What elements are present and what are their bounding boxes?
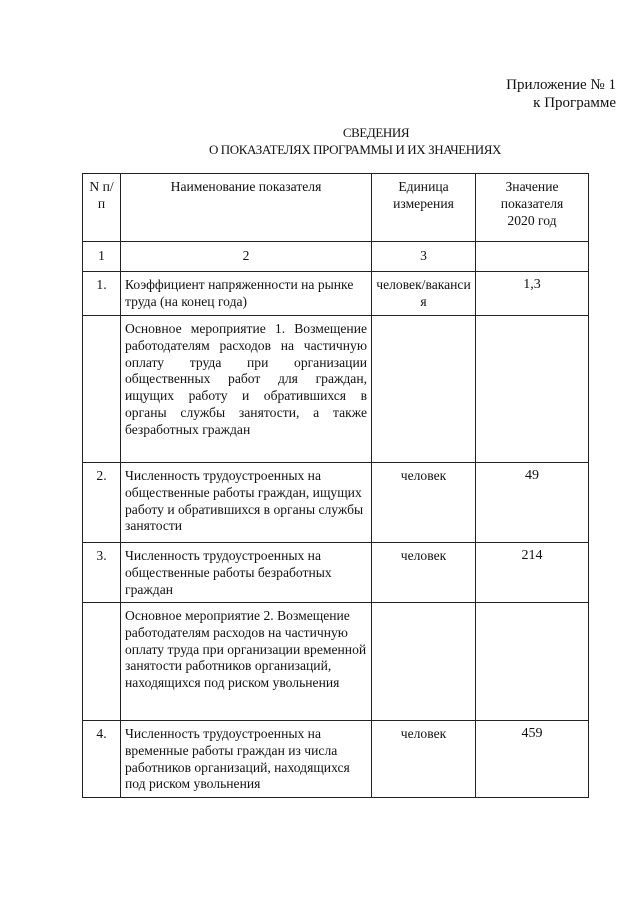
appendix-program: к Программе [533, 95, 616, 111]
table-row [83, 721, 589, 798]
table-row [83, 543, 589, 603]
row-unit: человек [372, 543, 476, 603]
row-number: 1. [83, 272, 121, 316]
row-number [83, 316, 121, 463]
table-row [83, 272, 589, 316]
table-row [83, 316, 589, 463]
title-line-2: О ПОКАЗАТЕЛЯХ ПРОГРАММЫ И ИХ ЗНАЧЕНИЯХ [208, 142, 502, 157]
header-num: N п/п [83, 174, 121, 242]
row-name: Численность трудоустроенных на общественные работы безработных граждан [121, 543, 372, 603]
table-row [83, 463, 589, 543]
header-unit: Единица измерения [372, 174, 476, 242]
header-value: Значение показателя 2020 год [476, 174, 589, 242]
row-unit: человек [372, 463, 476, 543]
row-unit [372, 603, 476, 721]
header-name: Наименование показателя [121, 174, 372, 242]
index-cell: 3 [372, 242, 476, 272]
row-name: Коэффициент напряженности на рынке труда (на конец года) [121, 272, 372, 316]
index-cell: 2 [121, 242, 372, 272]
row-unit: человек [372, 721, 476, 798]
row-value [476, 316, 589, 463]
row-name: Численность трудоустроенных на общественные работы граждан, ищущих работу и обратившихся в органы службы занятости [121, 463, 372, 543]
row-name: Основное мероприятие 2. Возмещение работодателям расходов на частичную оплату труда при организации временной занятости работников организаций, находящихся под риском увольнения [121, 603, 372, 721]
header-row [83, 174, 589, 242]
row-value: 459 [476, 721, 589, 798]
row-value: 1,3 [476, 272, 589, 316]
row-value [476, 603, 589, 721]
appendix-number: Приложение № 1 [506, 77, 616, 93]
table-row [83, 603, 589, 721]
document-title [0, 124, 640, 158]
index-cell [476, 242, 589, 272]
row-name: Основное мероприятие 1. Возмещение работодателям расходов на частичную оплату труда при организации общественных работ для граждан, ищущих работу и обратившихся в органы службы занятости, а также безработных граждан [121, 316, 372, 463]
index-row [83, 242, 589, 272]
row-value: 49 [476, 463, 589, 543]
row-number: 4. [83, 721, 121, 798]
row-number: 2. [83, 463, 121, 543]
row-number: 3. [83, 543, 121, 603]
row-number [83, 603, 121, 721]
row-name: Численность трудоустроенных на временные работы граждан из числа работников организаций, находящихся под риском увольнения [121, 721, 372, 798]
indicators-table [82, 173, 589, 798]
index-cell: 1 [83, 242, 121, 272]
row-value: 214 [476, 543, 589, 603]
appendix-label [506, 76, 616, 112]
row-unit: человек/вакансия [372, 272, 476, 316]
title-line-1: СВЕДЕНИЯ [342, 125, 410, 140]
row-unit [372, 316, 476, 463]
